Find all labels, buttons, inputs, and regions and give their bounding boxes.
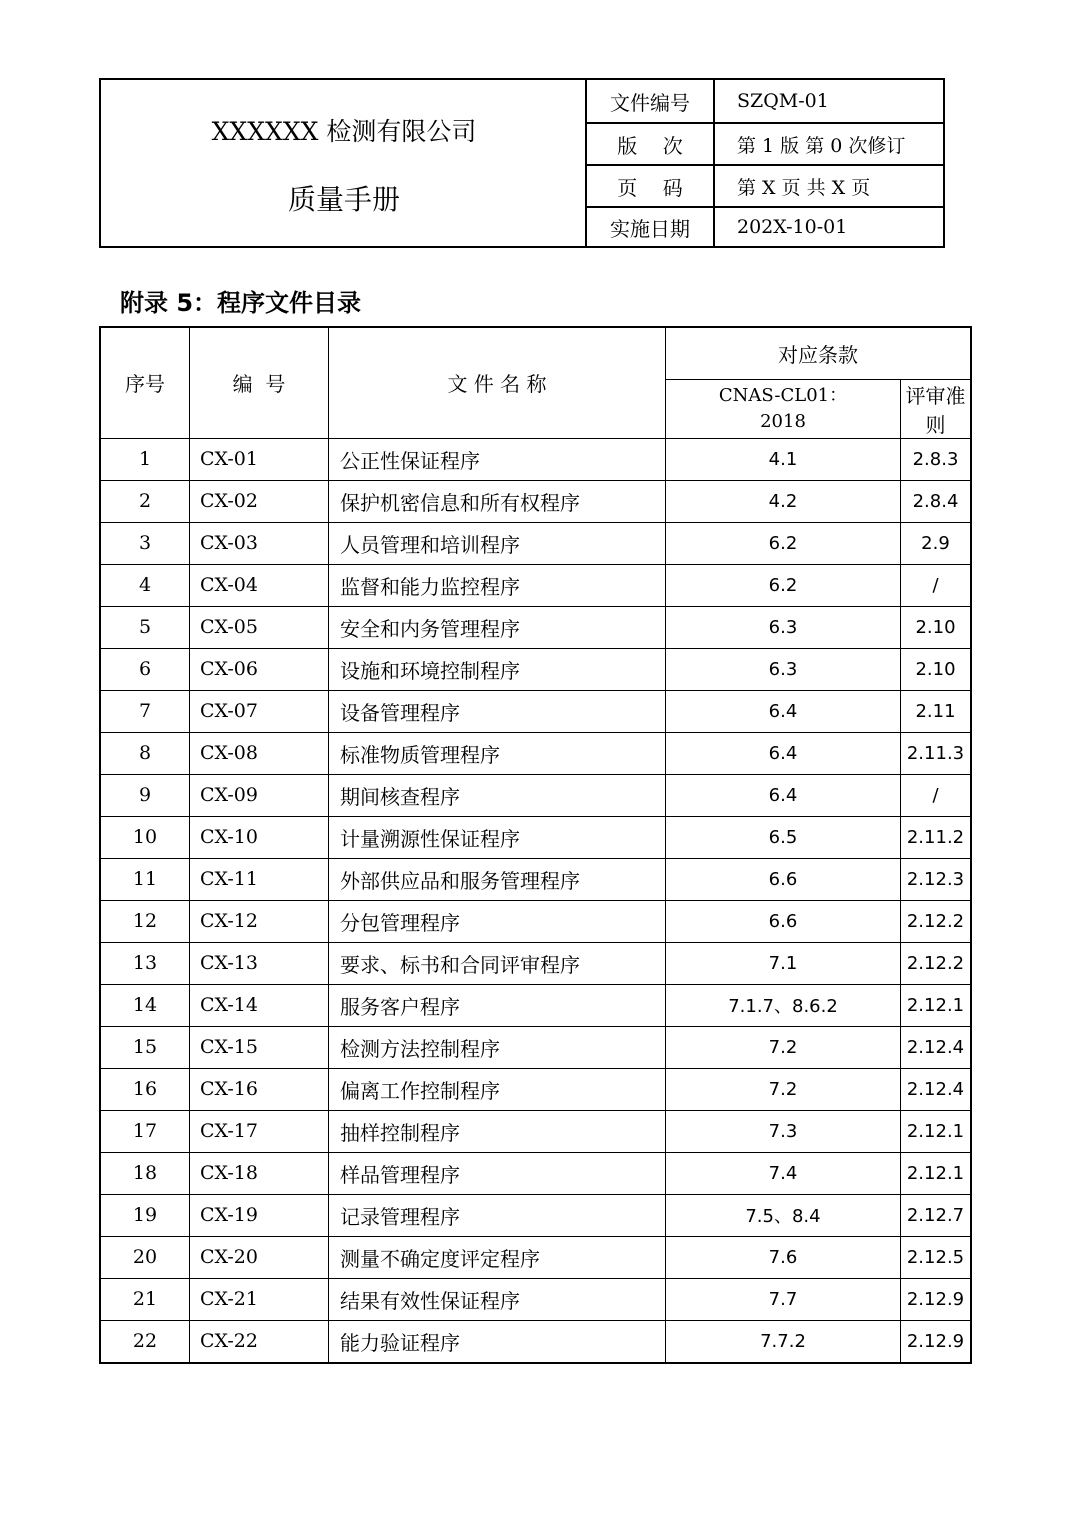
effective-date-row bbox=[587, 206, 943, 246]
row-code: CX-08 bbox=[190, 732, 329, 774]
row-criteria-clause: 2.12.4 bbox=[901, 1068, 972, 1110]
header-criteria: 评审准则 bbox=[901, 379, 972, 438]
table-row bbox=[100, 1110, 971, 1152]
row-number: 13 bbox=[100, 942, 190, 984]
row-cnas-clause: 6.6 bbox=[666, 858, 901, 900]
row-name: 设备管理程序 bbox=[329, 690, 666, 732]
table-row bbox=[100, 1068, 971, 1110]
header-code: 编 号 bbox=[190, 327, 329, 438]
table-row bbox=[100, 648, 971, 690]
row-name: 外部供应品和服务管理程序 bbox=[329, 858, 666, 900]
table-row bbox=[100, 690, 971, 732]
row-number: 18 bbox=[100, 1152, 190, 1194]
row-name: 服务客户程序 bbox=[329, 984, 666, 1026]
row-criteria-clause: 2.12.4 bbox=[901, 1026, 972, 1068]
row-criteria-clause: 2.12.3 bbox=[901, 858, 972, 900]
row-name: 人员管理和培训程序 bbox=[329, 522, 666, 564]
company-name: XXXXXX 检测有限公司 bbox=[211, 117, 477, 146]
row-criteria-clause: 2.9 bbox=[901, 522, 972, 564]
row-criteria-clause: / bbox=[901, 564, 972, 606]
row-number: 4 bbox=[100, 564, 190, 606]
row-code: CX-04 bbox=[190, 564, 329, 606]
row-criteria-clause: 2.10 bbox=[901, 648, 972, 690]
row-cnas-clause: 7.1 bbox=[666, 942, 901, 984]
row-number: 21 bbox=[100, 1278, 190, 1320]
table-row bbox=[100, 1320, 971, 1363]
table-row bbox=[100, 858, 971, 900]
table-row bbox=[100, 816, 971, 858]
row-name: 期间核查程序 bbox=[329, 774, 666, 816]
row-code: CX-13 bbox=[190, 942, 329, 984]
row-code: CX-17 bbox=[190, 1110, 329, 1152]
table-row bbox=[100, 774, 971, 816]
row-cnas-clause: 6.3 bbox=[666, 606, 901, 648]
row-number: 6 bbox=[100, 648, 190, 690]
row-code: CX-11 bbox=[190, 858, 329, 900]
row-cnas-clause: 6.4 bbox=[666, 690, 901, 732]
table-row bbox=[100, 522, 971, 564]
row-code: CX-05 bbox=[190, 606, 329, 648]
table-header-row-1 bbox=[100, 327, 971, 379]
header-left-cell bbox=[101, 80, 587, 246]
row-name: 公正性保证程序 bbox=[329, 438, 666, 480]
row-cnas-clause: 6.4 bbox=[666, 732, 901, 774]
edition-value: 第 1 版 第 0 次修订 bbox=[737, 134, 906, 157]
row-cnas-clause: 7.1.7、8.6.2 bbox=[666, 984, 901, 1026]
table-row bbox=[100, 438, 971, 480]
row-code: CX-03 bbox=[190, 522, 329, 564]
row-code: CX-02 bbox=[190, 480, 329, 522]
row-number: 1 bbox=[100, 438, 190, 480]
row-number: 14 bbox=[100, 984, 190, 1026]
row-criteria-clause: 2.10 bbox=[901, 606, 972, 648]
procedure-table bbox=[99, 326, 972, 1364]
row-code: CX-20 bbox=[190, 1236, 329, 1278]
row-name: 监督和能力监控程序 bbox=[329, 564, 666, 606]
row-number: 17 bbox=[100, 1110, 190, 1152]
table-row bbox=[100, 606, 971, 648]
row-code: CX-01 bbox=[190, 438, 329, 480]
table-row bbox=[100, 984, 971, 1026]
row-cnas-clause: 4.2 bbox=[666, 480, 901, 522]
row-code: CX-07 bbox=[190, 690, 329, 732]
page-label: 页 码 bbox=[587, 166, 715, 206]
row-code: CX-16 bbox=[190, 1068, 329, 1110]
row-number: 22 bbox=[100, 1320, 190, 1363]
row-code: CX-19 bbox=[190, 1194, 329, 1236]
row-code: CX-22 bbox=[190, 1320, 329, 1363]
row-criteria-clause: 2.12.5 bbox=[901, 1236, 972, 1278]
row-number: 12 bbox=[100, 900, 190, 942]
table-row bbox=[100, 1278, 971, 1320]
row-code: CX-12 bbox=[190, 900, 329, 942]
row-cnas-clause: 7.7 bbox=[666, 1278, 901, 1320]
row-cnas-clause: 6.2 bbox=[666, 522, 901, 564]
table-row bbox=[100, 942, 971, 984]
row-number: 16 bbox=[100, 1068, 190, 1110]
table-row bbox=[100, 900, 971, 942]
row-name: 安全和内务管理程序 bbox=[329, 606, 666, 648]
row-cnas-clause: 7.2 bbox=[666, 1026, 901, 1068]
table-row bbox=[100, 1236, 971, 1278]
row-number: 5 bbox=[100, 606, 190, 648]
page-row bbox=[587, 164, 943, 206]
row-code: CX-18 bbox=[190, 1152, 329, 1194]
effective-date-value: 202X-10-01 bbox=[737, 216, 848, 238]
doc-number-value: SZQM-01 bbox=[737, 90, 829, 112]
row-criteria-clause: 2.12.1 bbox=[901, 1152, 972, 1194]
header-info-block bbox=[587, 80, 943, 246]
row-criteria-clause: / bbox=[901, 774, 972, 816]
row-criteria-clause: 2.12.9 bbox=[901, 1278, 972, 1320]
row-name: 检测方法控制程序 bbox=[329, 1026, 666, 1068]
row-name: 保护机密信息和所有权程序 bbox=[329, 480, 666, 522]
page-value: 第 X 页 共 X 页 bbox=[737, 176, 871, 199]
row-criteria-clause: 2.8.3 bbox=[901, 438, 972, 480]
header-seq: 序号 bbox=[100, 327, 190, 438]
row-number: 9 bbox=[100, 774, 190, 816]
row-cnas-clause: 6.4 bbox=[666, 774, 901, 816]
row-name: 标准物质管理程序 bbox=[329, 732, 666, 774]
doc-number-row bbox=[587, 80, 943, 122]
row-cnas-clause: 6.3 bbox=[666, 648, 901, 690]
row-cnas-clause: 7.6 bbox=[666, 1236, 901, 1278]
edition-label: 版 次 bbox=[587, 124, 715, 164]
row-criteria-clause: 2.12.7 bbox=[901, 1194, 972, 1236]
row-number: 2 bbox=[100, 480, 190, 522]
row-cnas-clause: 6.5 bbox=[666, 816, 901, 858]
row-number: 7 bbox=[100, 690, 190, 732]
row-number: 15 bbox=[100, 1026, 190, 1068]
appendix-title: 附录 5：程序文件目录 bbox=[120, 289, 362, 317]
table-row bbox=[100, 1194, 971, 1236]
table-row bbox=[100, 564, 971, 606]
row-number: 19 bbox=[100, 1194, 190, 1236]
row-code: CX-14 bbox=[190, 984, 329, 1026]
row-cnas-clause: 7.3 bbox=[666, 1110, 901, 1152]
edition-row bbox=[587, 122, 943, 164]
row-criteria-clause: 2.12.2 bbox=[901, 900, 972, 942]
row-code: CX-09 bbox=[190, 774, 329, 816]
row-cnas-clause: 7.5、8.4 bbox=[666, 1194, 901, 1236]
table-row bbox=[100, 480, 971, 522]
header-clauses: 对应条款 bbox=[666, 327, 972, 379]
row-cnas-clause: 6.2 bbox=[666, 564, 901, 606]
row-criteria-clause: 2.11.2 bbox=[901, 816, 972, 858]
row-number: 20 bbox=[100, 1236, 190, 1278]
table-row bbox=[100, 1026, 971, 1068]
row-name: 计量溯源性保证程序 bbox=[329, 816, 666, 858]
row-name: 偏离工作控制程序 bbox=[329, 1068, 666, 1110]
row-number: 11 bbox=[100, 858, 190, 900]
row-name: 样品管理程序 bbox=[329, 1152, 666, 1194]
row-criteria-clause: 2.8.4 bbox=[901, 480, 972, 522]
row-name: 分包管理程序 bbox=[329, 900, 666, 942]
doc-number-label: 文件编号 bbox=[587, 80, 715, 122]
table-row bbox=[100, 732, 971, 774]
row-name: 记录管理程序 bbox=[329, 1194, 666, 1236]
document-header bbox=[99, 78, 945, 248]
row-code: CX-15 bbox=[190, 1026, 329, 1068]
row-criteria-clause: 2.12.1 bbox=[901, 1110, 972, 1152]
row-number: 10 bbox=[100, 816, 190, 858]
table-row bbox=[100, 1152, 971, 1194]
row-name: 抽样控制程序 bbox=[329, 1110, 666, 1152]
row-criteria-clause: 2.11 bbox=[901, 690, 972, 732]
row-code: CX-06 bbox=[190, 648, 329, 690]
row-cnas-clause: 4.1 bbox=[666, 438, 901, 480]
row-name: 测量不确定度评定程序 bbox=[329, 1236, 666, 1278]
row-code: CX-10 bbox=[190, 816, 329, 858]
row-name: 结果有效性保证程序 bbox=[329, 1278, 666, 1320]
row-cnas-clause: 7.7.2 bbox=[666, 1320, 901, 1363]
table-body bbox=[100, 438, 971, 1363]
row-name: 要求、标书和合同评审程序 bbox=[329, 942, 666, 984]
row-criteria-clause: 2.11.3 bbox=[901, 732, 972, 774]
row-number: 3 bbox=[100, 522, 190, 564]
row-criteria-clause: 2.12.2 bbox=[901, 942, 972, 984]
row-criteria-clause: 2.12.9 bbox=[901, 1320, 972, 1363]
row-number: 8 bbox=[100, 732, 190, 774]
row-cnas-clause: 6.6 bbox=[666, 900, 901, 942]
row-code: CX-21 bbox=[190, 1278, 329, 1320]
header-cnas: CNAS-CL01：2018 bbox=[666, 379, 901, 438]
row-cnas-clause: 7.2 bbox=[666, 1068, 901, 1110]
row-name: 能力验证程序 bbox=[329, 1320, 666, 1363]
header-name: 文 件 名 称 bbox=[329, 327, 666, 438]
row-cnas-clause: 7.4 bbox=[666, 1152, 901, 1194]
row-criteria-clause: 2.12.1 bbox=[901, 984, 972, 1026]
row-name: 设施和环境控制程序 bbox=[329, 648, 666, 690]
effective-date-label: 实施日期 bbox=[587, 208, 715, 246]
manual-title: 质量手册 bbox=[287, 183, 400, 216]
